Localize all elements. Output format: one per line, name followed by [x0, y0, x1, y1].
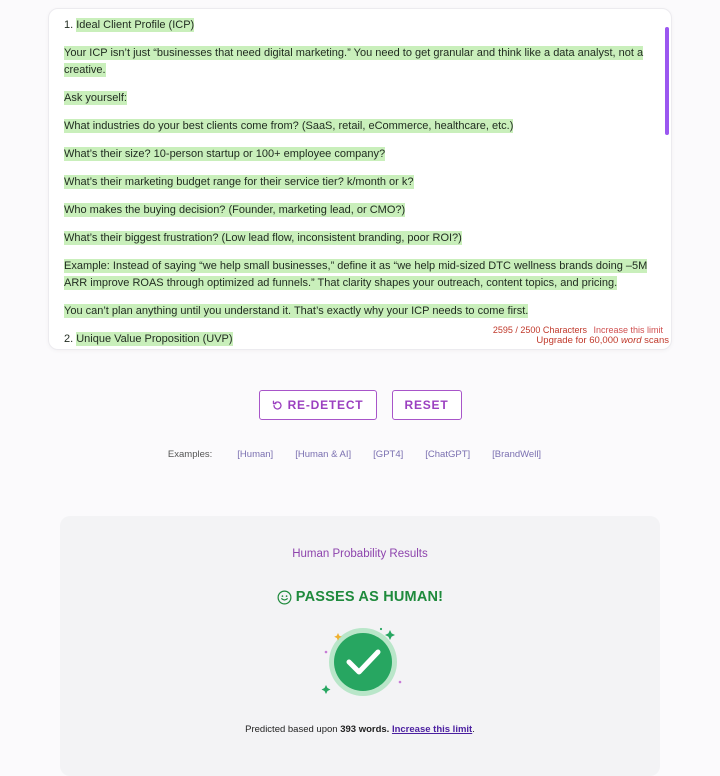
editor-paragraph: [64, 258, 656, 292]
example-human[interactable]: [Human]: [237, 449, 274, 460]
highlighted-text: Example: Instead of saying “we help small businesses,” define it as “we help mid-sized DTC wellness brands doing –5M ARR improve ROAS through optimized ad funnels.” That clarity shapes your outreach, content topics, and pricing.: [64, 260, 648, 289]
refresh-icon: [272, 400, 283, 411]
editor-paragraph: [64, 230, 656, 247]
editor-paragraph: [64, 303, 656, 320]
verdict: [60, 589, 660, 605]
text-editor[interactable]: [48, 8, 672, 350]
checkmark-circle-icon: [318, 624, 408, 696]
highlighted-text: You can’t plan anything until you understand it. That’s exactly why your ICP needs to come first.: [64, 305, 529, 317]
editor-scrollbar[interactable]: [665, 27, 669, 135]
highlighted-text: Who makes the buying decision? (Founder, marketing lead, or CMO?): [64, 204, 406, 216]
editor-paragraph: [64, 17, 656, 34]
editor-paragraph: [64, 174, 656, 191]
redetect-button[interactable]: [259, 390, 377, 420]
character-count-line: [493, 325, 663, 335]
examples-label: Examples:: [167, 449, 213, 460]
highlighted-text: What industries do your best clients come from? (SaaS, retail, eCommerce, healthcare, etc.): [64, 120, 514, 132]
prediction-note: [60, 724, 660, 735]
highlighted-text: Ask yourself:: [64, 92, 127, 104]
highlighted-text: What’s their marketing budget range for their service tier? k/month or k?: [64, 176, 414, 188]
example-brandwell[interactable]: [BrandWell]: [492, 449, 542, 460]
editor-paragraph: [64, 45, 656, 79]
prediction-prefix: Predicted based upon: [245, 724, 341, 735]
upgrade-prefix: Upgrade for 60,000: [536, 335, 621, 346]
highlighted-text: What’s their size? 10-person startup or 100+ employee company?: [64, 148, 386, 160]
example-chatgpt[interactable]: [ChatGPT]: [425, 449, 471, 460]
character-count: 2595 / 2500 Characters: [492, 325, 587, 335]
prediction-suffix: .: [472, 724, 475, 735]
reset-button[interactable]: RESET: [392, 390, 462, 420]
highlighted-text: What’s their biggest frustration? (Low lead flow, inconsistent branding, poor ROI?): [64, 232, 462, 244]
upgrade-notice[interactable]: [536, 335, 669, 346]
highlighted-text: Ideal Client Profile (ICP): [76, 19, 195, 31]
verdict-text: PASSES AS HUMAN!: [295, 589, 444, 605]
redetect-label: RE-DETECT: [287, 398, 364, 412]
highlighted-text: Your ICP isn’t just “businesses that need digital marketing.” You need to get granular and think like a data analyst, not a creative.: [64, 47, 644, 76]
results-panel: [60, 516, 660, 776]
highlighted-text: Unique Value Proposition (UVP): [76, 333, 233, 345]
paragraph-number: 1.: [64, 19, 77, 31]
increase-limit-link-results[interactable]: Increase this limit: [391, 724, 473, 735]
increase-limit-link[interactable]: Increase this limit: [593, 325, 663, 335]
examples-row: [0, 449, 720, 460]
example-human-ai[interactable]: [Human & AI]: [295, 449, 352, 460]
editor-paragraph: [64, 90, 656, 107]
editor-paragraph: [64, 146, 656, 163]
action-buttons: [0, 390, 720, 420]
upgrade-suffix: scans: [641, 335, 669, 346]
editor-paragraph: [64, 202, 656, 219]
editor-paragraph: [64, 118, 656, 135]
word-count: 393 words.: [340, 724, 390, 735]
example-gpt4[interactable]: [GPT4]: [373, 449, 404, 460]
smiley-icon: [277, 590, 292, 605]
upgrade-word: word: [620, 335, 642, 346]
results-title: Human Probability Results: [292, 548, 428, 560]
paragraph-number: 2.: [64, 333, 77, 345]
